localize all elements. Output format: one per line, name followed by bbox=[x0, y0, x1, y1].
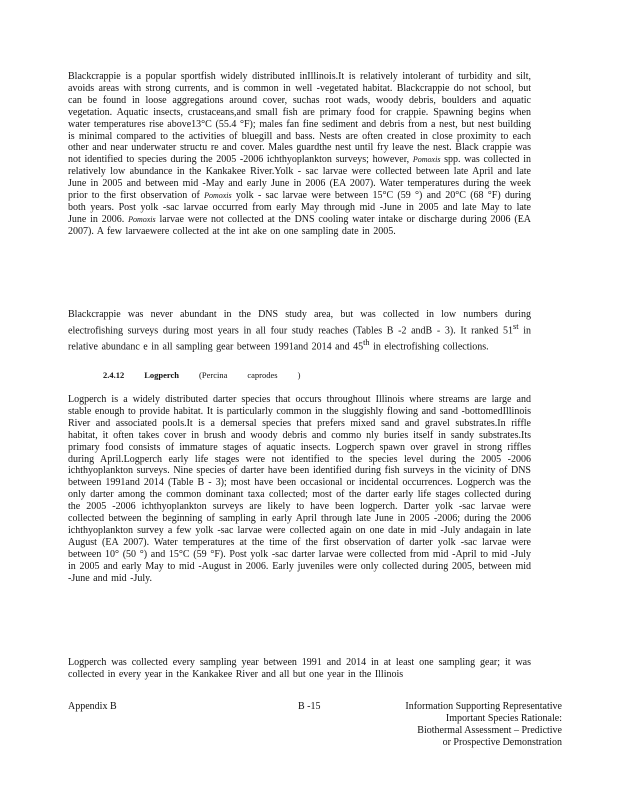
text-segment: spp. was collected in relatively low abundance in the Kankakee River.Yolk - sac larvae were collected between late April and late June in 2005 and between mid -May and early June in 2006 (EA 2007). Water temperatures during the week prior to the first observation of bbox=[68, 154, 532, 202]
section-scientific-name-close: caprodes bbox=[247, 370, 278, 380]
footer-title-line: Information Supporting Representative bbox=[405, 701, 562, 712]
text-segment: in relative abundanc e in all sampling gear between 1991and 2014 and 45 bbox=[68, 325, 532, 353]
section-paren: ) bbox=[297, 370, 301, 380]
section-common-name: Logperch bbox=[144, 370, 180, 380]
superscript: st bbox=[513, 321, 519, 331]
text-segment: yolk - sac larvae were between 15°C (59 °) and 20°C (68 °F) during both years. Post yolk -sac larvae occurred from early May through mid -June in 2005 and late May to late June in 2006. bbox=[68, 190, 532, 225]
footer-page-number: B -15 bbox=[298, 701, 321, 712]
superscript: th bbox=[363, 338, 370, 348]
black-crappie-abundance-paragraph bbox=[68, 309, 531, 353]
text-segment: Blackcrappie was never abundant in the DNS study area, but was collected in low numbers during electrofishing surveys during most years in all four study reaches (Tables B -2 andB - 3). It ranked 51 bbox=[68, 309, 531, 337]
footer-title-line: Biothermal Assessment – Predictive bbox=[417, 725, 562, 736]
footer-appendix: Appendix B bbox=[68, 701, 117, 712]
section-scientific-name-open: (Percina bbox=[199, 370, 228, 380]
logperch-paragraph: Logperch is a widely distributed darter species that occurs throughout Illinois where streams are large and stable enough to provide habitat. It is particularly common in the sluggishly flowing and sand -bottomedIllinois River and associated pools.It is a demersal species that prefers mixed sand and gravel substrates.In riffle habitat, it often takes cover in brush and woody debris and commo nly buries itself in sandy substrates.Its primary food consists of immature stages of aquatic insects. Logperch spawn over gravel in strong riffles during April.Logperch early life stages were not identified to the species level during the 2005 -2006 ichthyoplankton surveys. Nine species of darter have been identified during fish surveys in the vicinity of DNS between 1991and 2014 (Table B - 3); most have been occasional or incidental occurrences. Logperch was the only darter among the common dominant taxa collected; most of the darter early life stages collected during the 2005 -2006 ichthyoplankton surveys are likely to have been logperch. Darter yolk -sac larvae were collected between the beginning of sampling in early April through late June in 2005 -2006; during the 2006 ichthyoplankton survey a few yolk -sac larvae were collected again on one date in mid -July andagain in late August (EA 2007). Water temperatures at the time of the first observation of darter yolk -sac larvae were between 10° (50 °) and 15°C (59 °F). Post yolk -sac darter larvae were collected from mid -April to mid -July in 2005 and early May to mid -August in 2006. Early juveniles were only collected during 2005, between mid -June and mid -July. bbox=[68, 394, 531, 584]
footer-title-line: or Prospective Demonstration bbox=[442, 737, 562, 748]
section-number: 2.4.12 bbox=[103, 370, 125, 380]
footer-document-title bbox=[384, 701, 562, 749]
section-heading bbox=[103, 370, 320, 380]
text-segment: in electrofishing collections. bbox=[373, 341, 489, 353]
black-crappie-paragraph bbox=[68, 71, 531, 238]
logperch-collection-paragraph: Logperch was collected every sampling year between 1991 and 2014 in at least one sampling gear; it was collected in every year in the Kankakee River and all but one year in the Illinois bbox=[68, 657, 531, 680]
species-italic: Pomoxis bbox=[412, 155, 441, 165]
text-segment: larvae were not collected at the DNS cooling water intake or discharge during 2006 (EA 2007). A few larvaewere collected at the int ake on one sampling date in 2005. bbox=[68, 213, 532, 237]
footer-title-line: Important Species Rationale: bbox=[445, 713, 562, 724]
species-italic: Pomoxis bbox=[204, 191, 232, 201]
species-italic: Pomoxis bbox=[128, 214, 156, 224]
text-segment: Blackcrappie is a popular sportfish widely distributed inIllinois.It is relatively intolerant of turbidity and silt, avoids areas with strong currents, and is common in well -vegetated habitat. Blackcrappie do not school, but can be found in loose aggregations around cover, suchas root wads, woody debris, boulders and aquatic vegetation. Aquatic insects, crustaceans,and small fish are primary food for crappie. Spawning begins when water temperatures rise above13°C (55.4 °F); males fan fine sediment and debris from a nest, but nest building is minimal compared to the activities of bluegill and bass. Nests are often created in close proximity to each other and near underwater structu re and cover. Males guardthe nest until fry leave the nest. Black crappie was not identified to species during the 2005 -2006 ichthyoplankton surveys; however, bbox=[68, 71, 531, 166]
